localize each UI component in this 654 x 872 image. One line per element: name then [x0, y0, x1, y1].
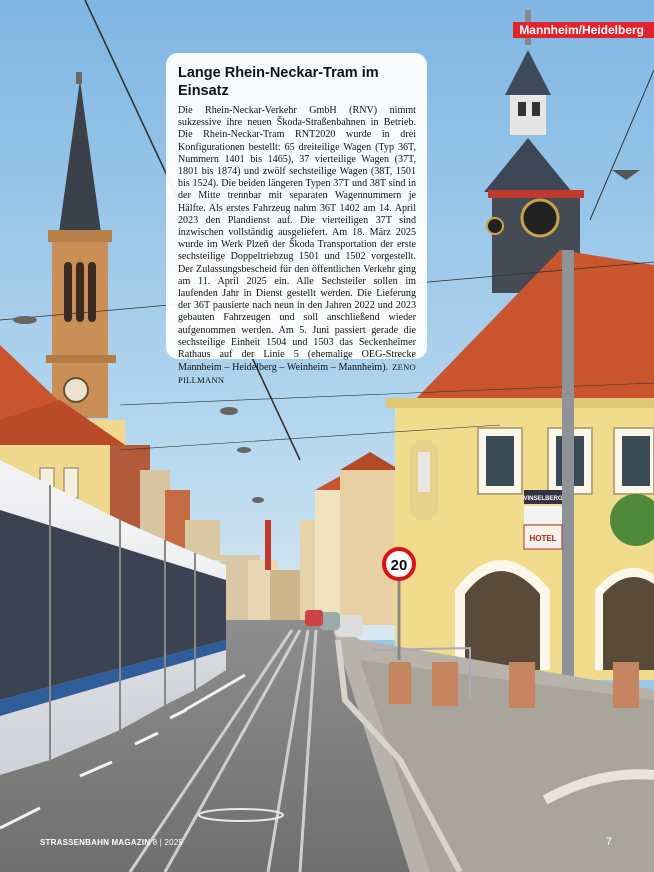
speed-limit-value: 20	[390, 557, 408, 574]
hotel-sign-text: HOTEL	[529, 534, 557, 543]
article-box	[166, 53, 427, 386]
section-tag: Mannheim/Heidelberg	[513, 22, 654, 38]
article-body	[178, 105, 416, 388]
tram-pole	[562, 250, 574, 690]
footer-magazine	[40, 838, 183, 847]
pole-signs	[523, 490, 562, 549]
article-title: Lange Rhein-Neckar-Tram im Einsatz	[178, 65, 379, 99]
article-author: ZENO PILLMANN	[178, 362, 416, 386]
page-number: 7	[605, 836, 612, 848]
direction-sign-text: VINSELBERG	[523, 496, 563, 502]
footer-magazine-name: STRASSENBAHN MAGAZIN	[40, 838, 151, 847]
article-body-text: Die Rhein-Neckar-Verkehr GmbH (RNV) nimmt sukzessive ihre neuen Škoda-Straßenbahnen in Betrieb. Die Rhein-Neckar-Tram RNT2020 wurde in drei Konfigurationen bestellt: 65 dreiteilige Wagen (Typ 36T, Nummern 1401 bis 1465), 37 vierteilige Wagen (37T, 1801 bis 1874) und zwölf sechsteilige Wagen (38T, 1501 bis 1524). Die beiden längeren Typen 37T und 38T sind in der Mitte trennbar mit separaten Wagennummern je Hälfte. Als erstes Fahrzeug nahm 36T 1402 am 14. April 2023 den Plandienst auf. Die vierteiligen 37T sind inzwischen vollständig ausgeliefert. Am 18. März 2025 wurde im Werk Plzeň der Škoda Transportation der erste sechsteilige Doppeltriebzug 1501 und 1502 vorgestellt. Der Zulassungsbescheid für den öffentlichen Verkehr ging am 11. April 2025 ein. Alle Sechsteiler sollen im laufenden Jahr in Dienst gestellt werden. Die Lieferung der 36T pausierte nach neun in den Jahren 2022 und 2023 gebauten Fahrzeugen und soll anschließend wieder aufgenommen werden. Am 5. Juni passiert gerade die sechsteilige Einheit 1504 und 1503 das Seckenheimer Rathaus auf der Linie 5 (ehemalige OEG-Strecke Mannheim – Heidelberg – Weinheim – Mannheim).	[178, 105, 416, 374]
footer-issue: 8 | 2025	[152, 838, 184, 847]
